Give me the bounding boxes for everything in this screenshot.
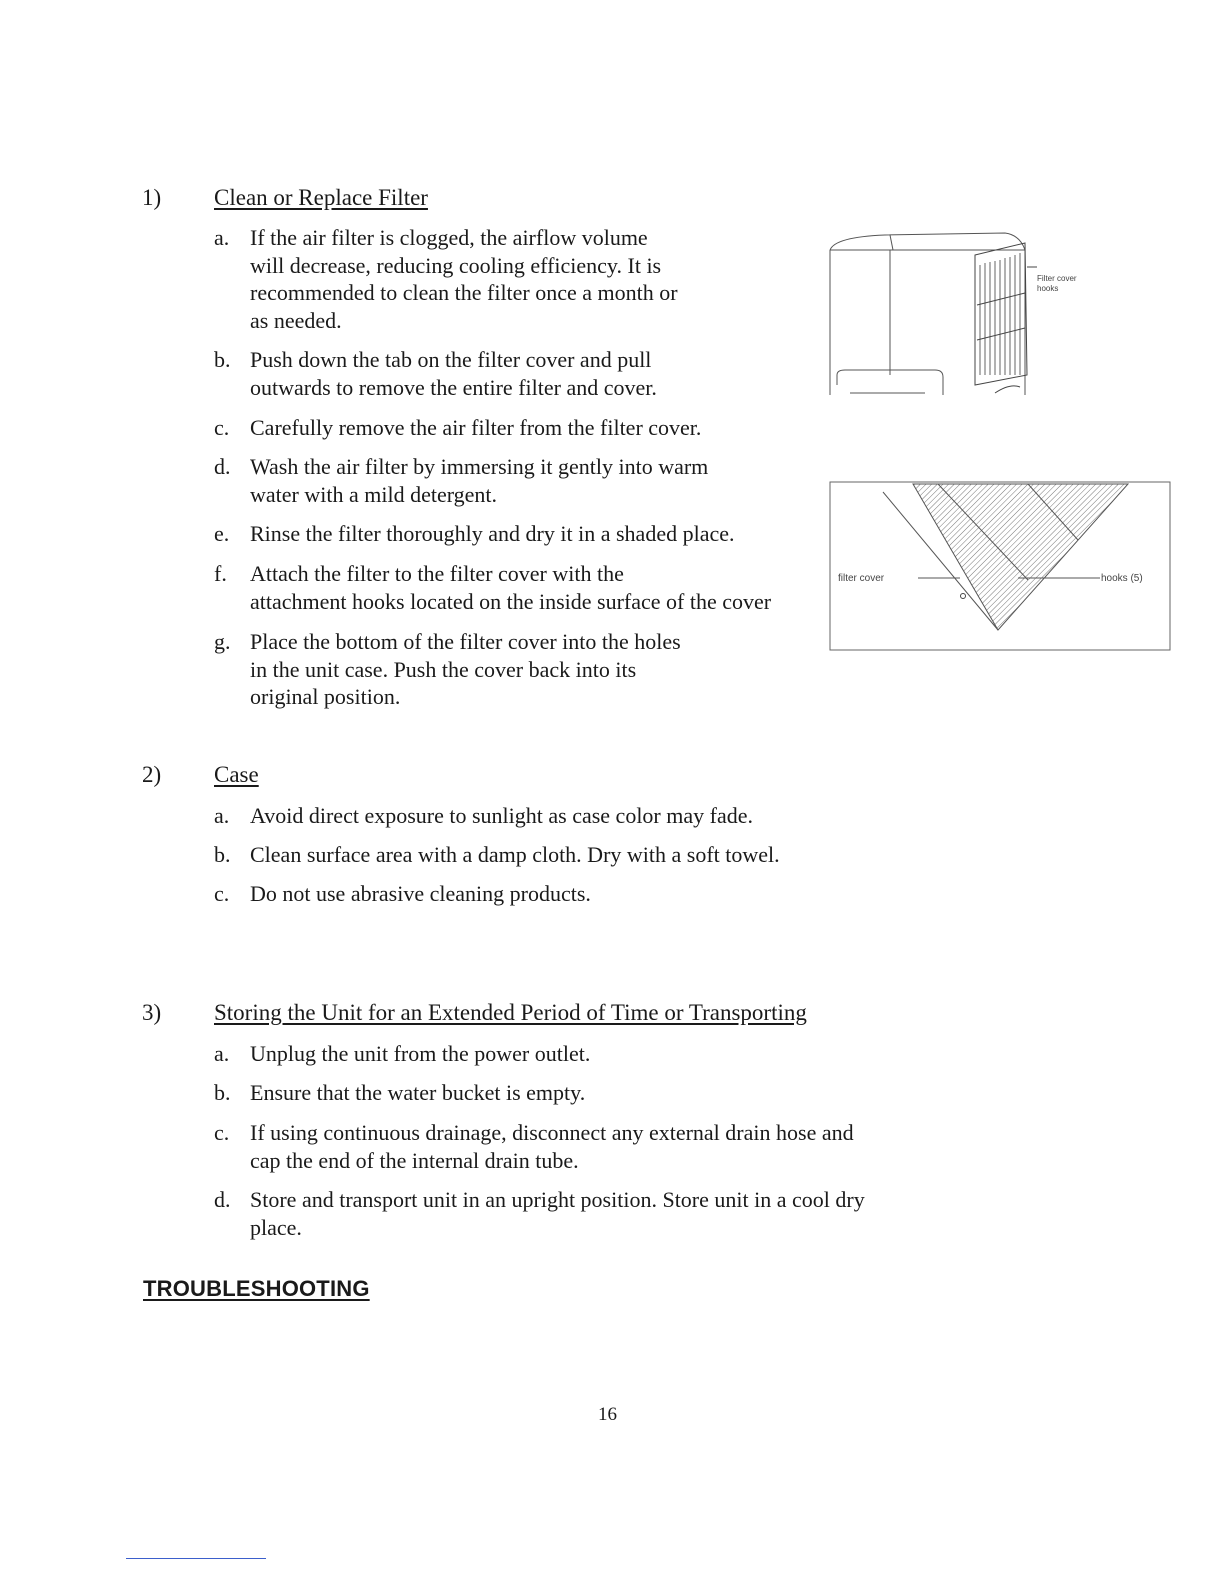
item-letter: d. — [214, 1187, 231, 1212]
item-letter: c. — [214, 881, 230, 906]
item-text: Store and transport unit in an upright position. Store unit in a cool dry place. — [250, 1187, 865, 1240]
unit-label-line1: Filter cover — [1037, 274, 1077, 283]
list-item — [214, 802, 753, 830]
item-letter: b. — [214, 1080, 231, 1105]
item-text: Do not use abrasive cleaning products. — [250, 881, 591, 906]
item-text: Rinse the filter thoroughly and dry it in a shaded place. — [250, 521, 735, 546]
section-2-number: 2) — [142, 762, 162, 787]
item-letter: f. — [214, 561, 227, 586]
filter-label-right: hooks (5) — [1101, 573, 1143, 584]
section-3-heading: Storing the Unit for an Extended Period of Time or Transporting — [214, 1000, 807, 1025]
item-letter: g. — [214, 629, 231, 654]
list-item — [214, 880, 591, 908]
item-text: Avoid direct exposure to sunlight as case color may fade. — [250, 803, 753, 828]
section-1-heading: Clean or Replace Filter — [214, 185, 428, 210]
section-2-heading: Case — [214, 762, 259, 787]
item-text: Push down the tab on the filter cover and pull outwards to remove the entire filter and cover. — [250, 347, 657, 400]
section-1-number: 1) — [142, 185, 162, 210]
item-text: If using continuous drainage, disconnect any external drain hose and cap the end of the internal drain tube. — [250, 1120, 854, 1173]
item-text: Place the bottom of the filter cover into the holes in the unit case. Push the cover back into its original position. — [250, 629, 681, 709]
item-text: Attach the filter to the filter cover with the attachment hooks located on the inside surface of the cover — [250, 561, 772, 614]
unit-drawing — [815, 225, 1105, 405]
troubleshooting-heading: TROUBLESHOOTING — [143, 1276, 370, 1301]
item-letter: b. — [214, 842, 231, 867]
list-item — [214, 224, 678, 334]
list-item — [214, 520, 734, 548]
item-text: Ensure that the water bucket is empty. — [250, 1080, 586, 1105]
item-letter: b. — [214, 347, 231, 372]
item-text: Unplug the unit from the power outlet. — [250, 1041, 591, 1066]
filter-hooks-figure — [828, 480, 1173, 655]
item-letter: d. — [214, 454, 231, 479]
list-item — [214, 628, 681, 711]
item-text: Carefully remove the air filter from the filter cover. — [250, 415, 702, 440]
list-item — [214, 414, 701, 442]
filter-label-left: filter cover — [838, 573, 885, 584]
list-item — [214, 841, 780, 869]
filter-shape — [913, 484, 1128, 630]
hook-icon — [961, 594, 966, 599]
list-item — [214, 1186, 865, 1241]
page-number: 16 — [598, 1404, 617, 1425]
list-item — [214, 1040, 590, 1068]
item-letter: c. — [214, 1120, 230, 1145]
section-3-number: 3) — [142, 1000, 162, 1025]
filter-drawing — [828, 480, 1173, 655]
item-letter: a. — [214, 803, 230, 828]
item-letter: e. — [214, 521, 230, 546]
item-letter: c. — [214, 415, 230, 440]
list-item — [214, 1119, 854, 1174]
item-letter: a. — [214, 225, 230, 250]
unit-label-line2: hooks — [1037, 284, 1059, 293]
item-letter: a. — [214, 1041, 230, 1066]
list-item — [214, 453, 708, 508]
bottom-rule — [126, 1558, 266, 1559]
item-text: Wash the air filter by immersing it gently into warm water with a mild detergent. — [250, 454, 709, 507]
list-item — [214, 346, 657, 401]
unit-filter-figure — [815, 225, 1105, 405]
item-text: If the air filter is clogged, the airflow volume will decrease, reducing cooling efficiency. It is recommended to clean the filter once a month or as needed. — [250, 225, 678, 333]
item-text: Clean surface area with a damp cloth. Dry with a soft towel. — [250, 842, 780, 867]
list-item — [214, 1079, 585, 1107]
list-item — [214, 560, 771, 615]
